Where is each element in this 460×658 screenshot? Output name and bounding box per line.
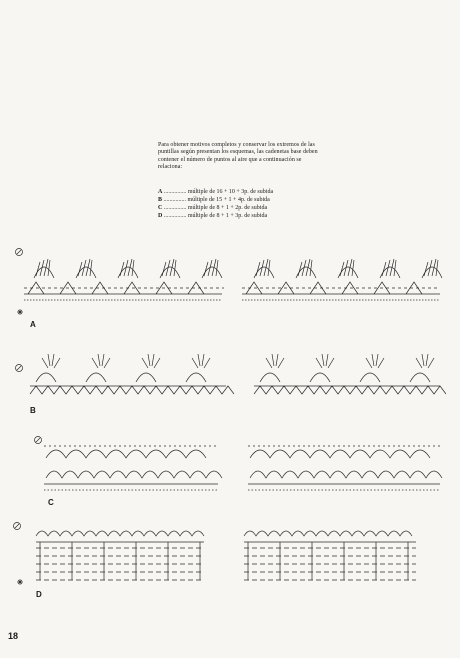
legend-row-a — [158, 188, 328, 196]
intro-text: Para obtener motivos completos y conservar los extremos de las puntillas según presentan los esquemas, las cadenetas base deben contener el número de puntos al aire que a continuación se relaciona: — [158, 142, 318, 171]
legend-dots: ............... — [162, 213, 187, 219]
legend-row-d — [158, 212, 328, 220]
legend-row-b — [158, 196, 328, 204]
crochet-chart-d-drawing — [10, 518, 442, 594]
crochet-chart-b — [14, 346, 446, 404]
chart-label-d: D — [36, 590, 42, 599]
legend-dots: ............... — [162, 197, 187, 203]
intro-paragraph — [158, 142, 318, 172]
crochet-chart-a-drawing — [14, 248, 446, 320]
page-number: 18 — [8, 631, 19, 641]
legend-dots: ............... — [162, 205, 187, 211]
legend-key: B — [158, 197, 163, 203]
crochet-chart-b-drawing — [14, 346, 446, 404]
legend-dots: ............... — [162, 189, 187, 195]
chart-label-a: A — [30, 320, 36, 329]
legend-text: múltiple de 8 + 1 + 2p. de subida — [186, 205, 268, 211]
legend-text: múltiple de 8 + 1 + 3p. de subida — [186, 213, 268, 219]
crochet-chart-c-drawing — [24, 432, 444, 494]
chart-label-c: C — [48, 498, 54, 507]
crochet-chart-c — [24, 432, 444, 494]
stitch-count-legend — [158, 188, 328, 220]
legend-key: A — [158, 189, 163, 195]
legend-key: C — [158, 205, 163, 211]
crochet-chart-d — [10, 518, 442, 594]
legend-row-c — [158, 204, 328, 212]
chart-label-b: B — [30, 406, 36, 415]
legend-key: D — [158, 213, 163, 219]
legend-text: múltiple de 15 + 1 + 4p. de subida — [186, 197, 270, 203]
crochet-chart-a — [14, 248, 446, 320]
legend-text: múltiple de 16 + 10 + 3p. de subida — [186, 189, 274, 195]
